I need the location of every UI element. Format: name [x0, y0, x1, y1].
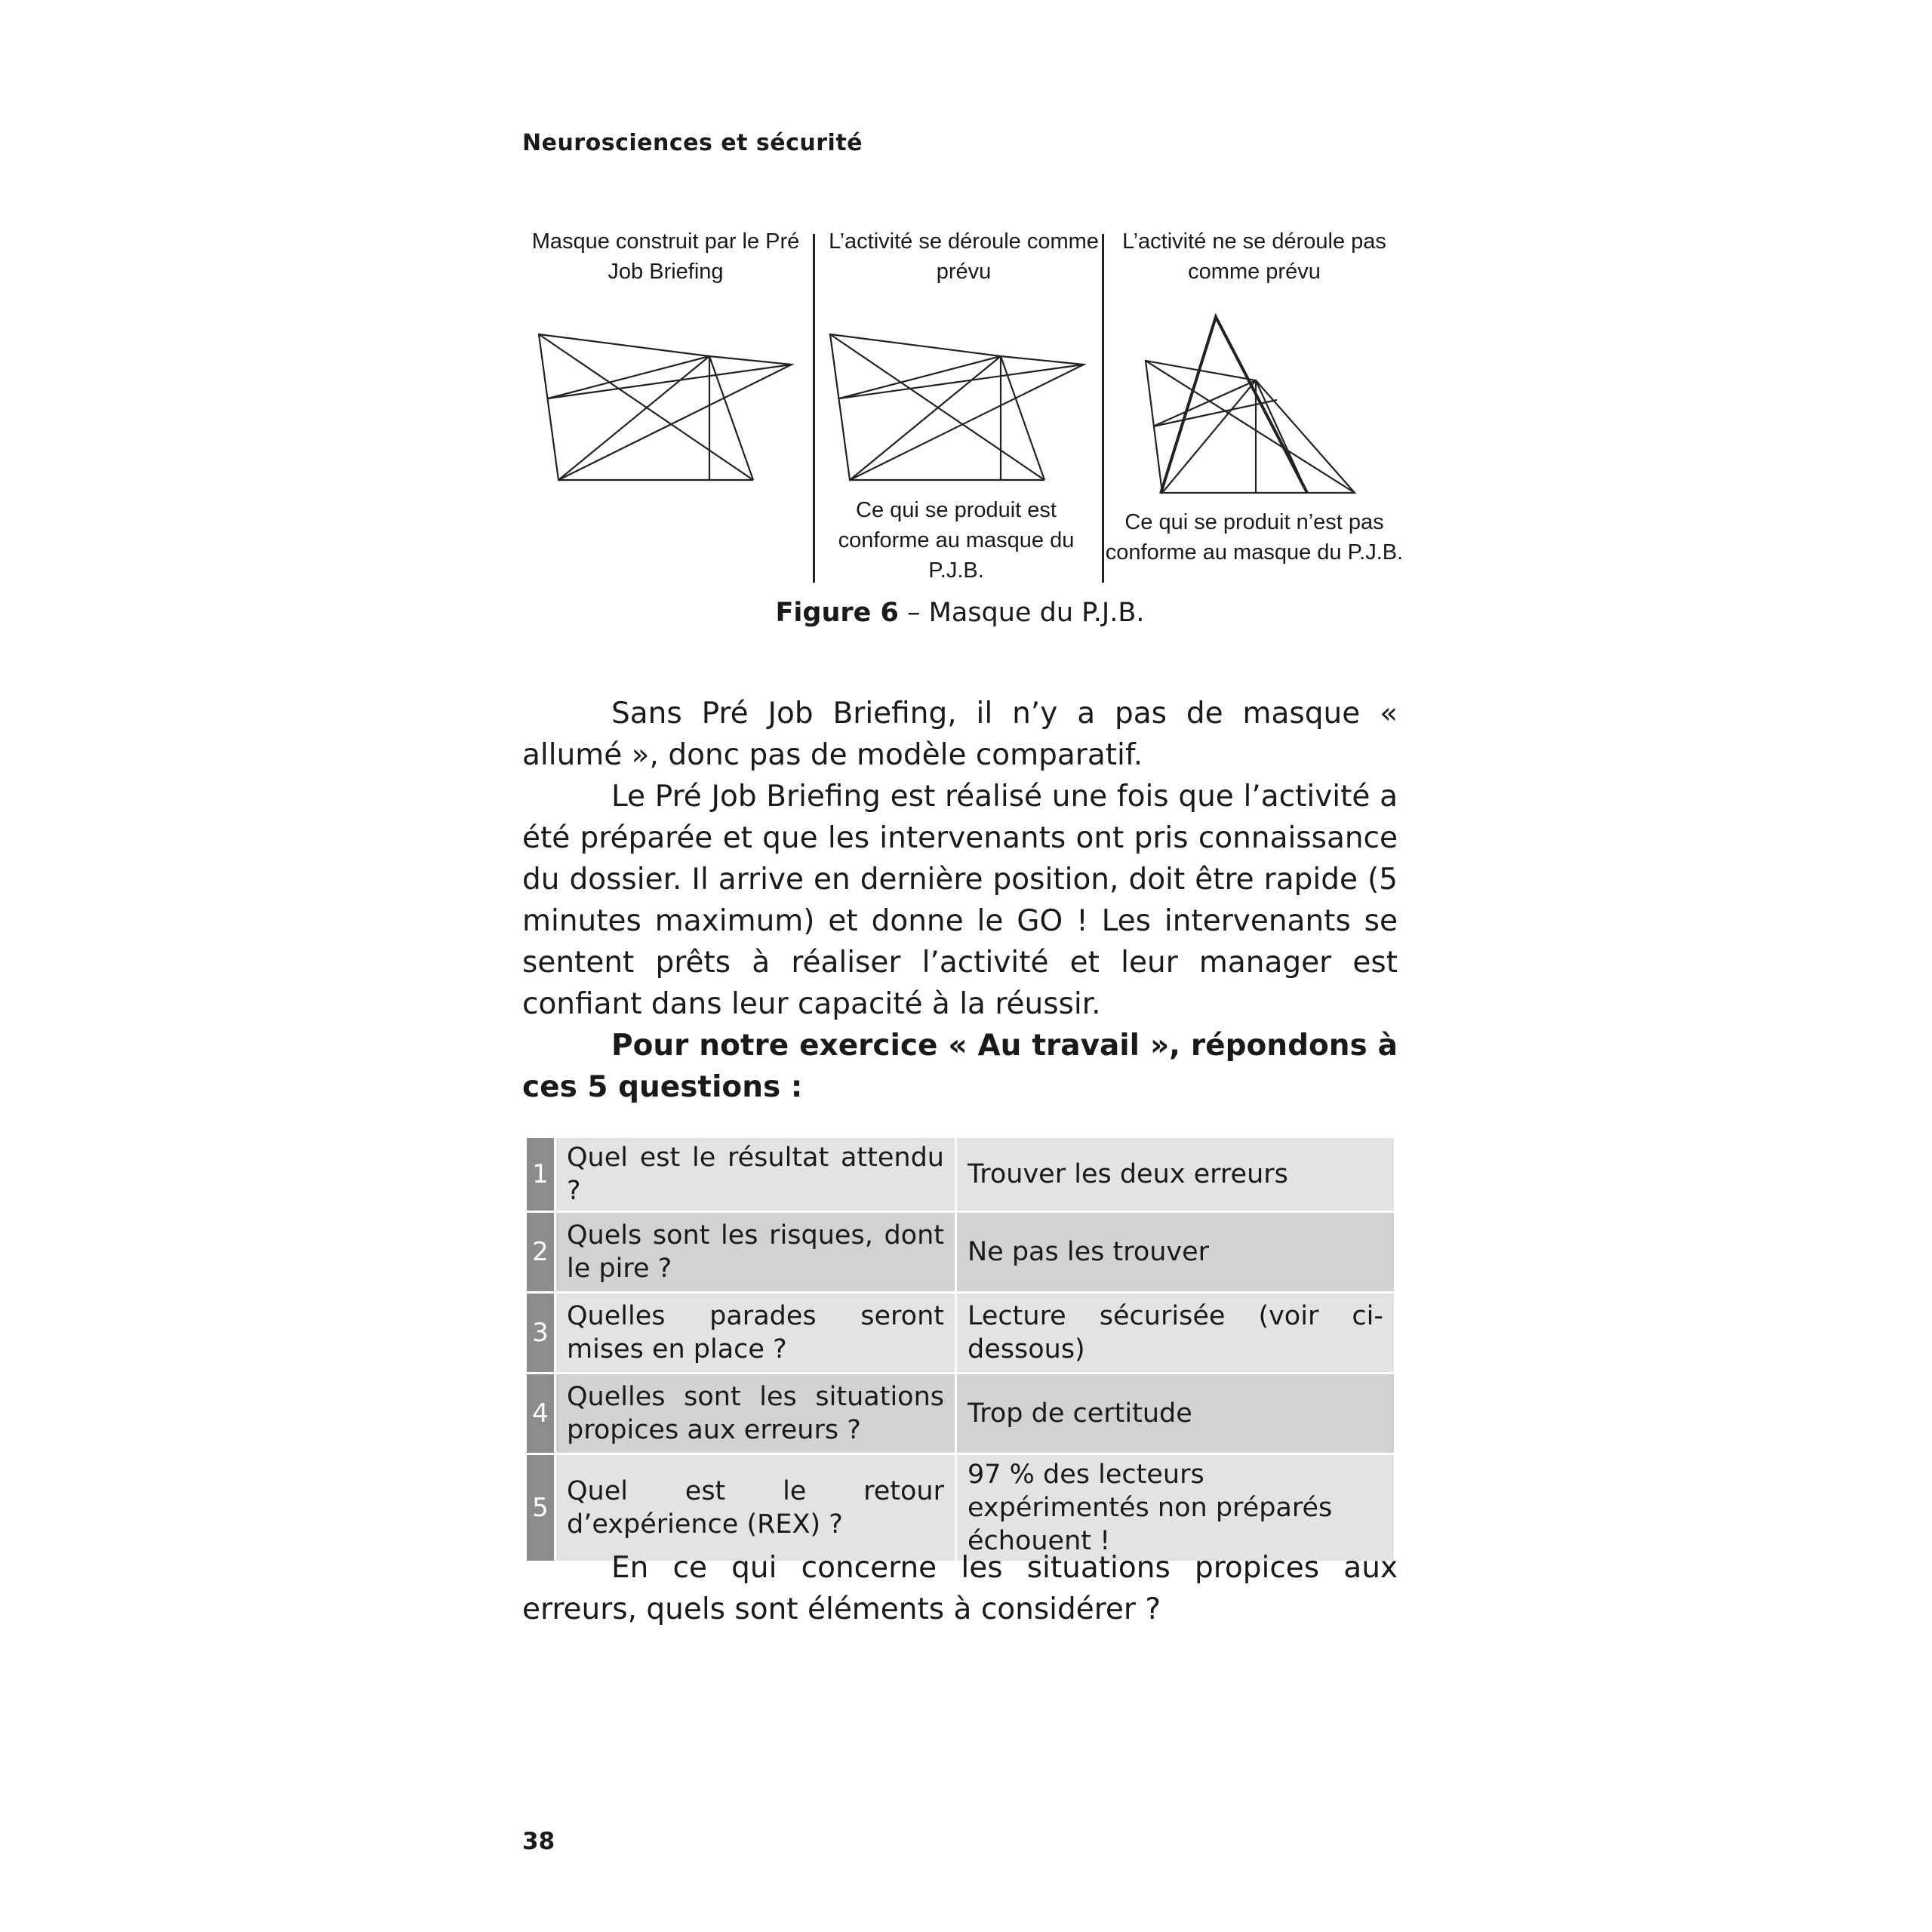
page-number: 38	[522, 1828, 555, 1855]
running-header: Neurosciences et sécurité	[522, 130, 863, 156]
row-question: Quel est le retour d’expérience (REX) ?	[556, 1455, 955, 1561]
unexpected-drawing	[1146, 317, 1355, 494]
figure-note-non-conforme: Ce qui se produit n’est pas conforme au masque du P.J.B.	[1105, 510, 1404, 565]
figure-caption-text: – Masque du P.J.B.	[898, 598, 1145, 628]
table-row	[527, 1213, 1394, 1291]
closing-paragraph: En ce qui concerne les situations propices aux erreurs, quels sont éléments à considérer ?	[522, 1551, 1398, 1626]
row-answer: 97 % des lecteurs expérimentés non préparés échouent !	[957, 1455, 1394, 1561]
figure-note-conforme: Ce qui se produit est conforme au masque du P.J.B.	[838, 498, 1075, 583]
table-row	[527, 1294, 1394, 1372]
paragraph-3-bold: Pour notre exercice « Au travail », répondons à ces 5 questions :	[522, 1029, 1398, 1104]
figure-6	[522, 226, 1404, 589]
table-row	[527, 1374, 1394, 1453]
mask-drawing	[539, 334, 792, 480]
figure-column-title-3: L’activité ne se déroule pas comme prévu	[1122, 229, 1386, 284]
figure-caption	[522, 598, 1398, 628]
paragraph-2: Le Pré Job Briefing est réalisé une fois que l’activité a été préparée et que les intervenants ont pris connaissance du dossier. Il arrive en dernière position, doit être rapide (5 minutes maximum) et donne le GO ! Les intervenants se sentent prêts à réaliser l’activité et leur manager est confiant dans leur capacité à la réussir.	[522, 780, 1398, 1021]
table-row	[527, 1455, 1394, 1561]
row-answer: Lecture sécurisée (voir ci-dessous)	[957, 1294, 1394, 1372]
paragraph-1: Sans Pré Job Briefing, il n’y a pas de masque « allumé », donc pas de modèle comparatif.	[522, 697, 1398, 772]
figure-column-title-2: L’activité se déroule comme prévu	[829, 229, 1099, 284]
row-question: Quelles parades seront mises en place ?	[556, 1294, 955, 1372]
row-number: 4	[527, 1374, 554, 1453]
figure-caption-label: Figure 6	[775, 598, 899, 628]
row-number: 1	[527, 1138, 554, 1211]
body-text	[522, 693, 1398, 1108]
row-number: 2	[527, 1213, 554, 1291]
row-question: Quels sont les risques, dont le pire ?	[556, 1213, 955, 1291]
row-answer: Ne pas les trouver	[957, 1213, 1394, 1291]
row-question: Quel est le résultat attendu ?	[556, 1138, 955, 1211]
row-number: 5	[527, 1455, 554, 1561]
figure-column-title-1: Masque construit par le Pré Job Briefing	[531, 229, 800, 284]
expected-drawing	[830, 334, 1084, 480]
questions-table	[525, 1136, 1396, 1563]
row-answer: Trouver les deux erreurs	[957, 1138, 1394, 1211]
row-number: 3	[527, 1294, 554, 1372]
table-row	[527, 1138, 1394, 1211]
row-question: Quelles sont les situations propices aux erreurs ?	[556, 1374, 955, 1453]
row-answer: Trop de certitude	[957, 1374, 1394, 1453]
closing-text	[522, 1547, 1398, 1630]
